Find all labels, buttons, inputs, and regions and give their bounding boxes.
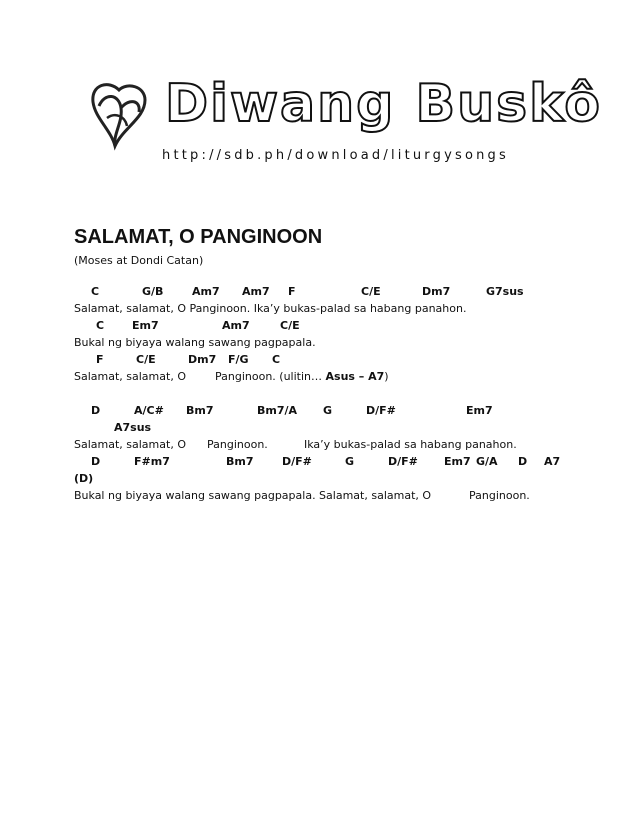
chord: D/F# [388,455,418,468]
chord: A7sus [114,421,152,434]
lyric-line [74,300,574,317]
lyric: Salamat, salamat, O Panginoon. Ika’y bukas-palad sa habang panahon. [74,302,467,315]
chord: Em7 [444,455,471,468]
chord: G/B [142,285,164,298]
chord-line [74,453,574,470]
chord: Am7 [192,285,220,298]
chord: C/E [136,353,156,366]
chord: D [518,455,528,468]
lyric-line [74,487,574,504]
chord: F [288,285,296,298]
song-credit: (Moses at Dondi Catan) [74,254,204,267]
chord: D [91,404,101,417]
chord: F [96,353,104,366]
lyric: Panginoon. [469,489,530,502]
chord: Am7 [242,285,270,298]
chord: C [272,353,281,366]
chord-line [74,402,574,419]
chord-line [74,351,574,368]
lyric: Panginoon. (ulitin… Asus – A7) [215,370,389,383]
chord: F/G [228,353,249,366]
chord: Bm7/A [257,404,298,417]
lyric: Salamat, salamat, O [74,370,186,383]
chord: Em7 [132,319,159,332]
chord: Bm7 [226,455,254,468]
chord: D [91,455,101,468]
chord-line [74,317,574,334]
lyric-line [74,436,574,453]
chord-line [74,419,574,436]
chord-line [74,470,574,487]
chord: G7sus [486,285,524,298]
chord: C/E [280,319,300,332]
chord: D/F# [366,404,396,417]
diwang-busko-logo-icon [85,78,157,158]
lyric: Bukal ng biyaya walang sawang pagpapala. [74,336,316,349]
chord: A7 [544,455,561,468]
chord: (D) [74,472,94,485]
brand-title: Diwang Buskô [165,74,602,134]
chord: Bm7 [186,404,214,417]
chord-line [74,283,574,300]
lyric: Ika’y bukas-palad sa habang panahon. [304,438,517,451]
chord: Am7 [222,319,250,332]
chord: F#m7 [134,455,170,468]
lyric-line [74,368,574,385]
lyric: Salamat, salamat, O [74,438,186,451]
chord: A/C# [134,404,164,417]
chord: G [323,404,333,417]
song-sheet [74,224,574,504]
chord: G/A [476,455,498,468]
chord: C [91,285,100,298]
chord: Dm7 [422,285,451,298]
lyric-line [74,334,574,351]
chord: D/F# [282,455,312,468]
chord: C/E [361,285,381,298]
chord: Em7 [466,404,493,417]
download-url: http://sdb.ph/download/liturgysongs [162,148,509,163]
lyric: Bukal ng biyaya walang sawang pagpapala. Salamat, salamat, O [74,489,432,502]
song-title: SALAMAT, O PANGINOON [74,226,323,248]
lyric: Panginoon. [207,438,268,451]
chord: Dm7 [188,353,217,366]
chord: G [345,455,355,468]
chord: C [96,319,105,332]
